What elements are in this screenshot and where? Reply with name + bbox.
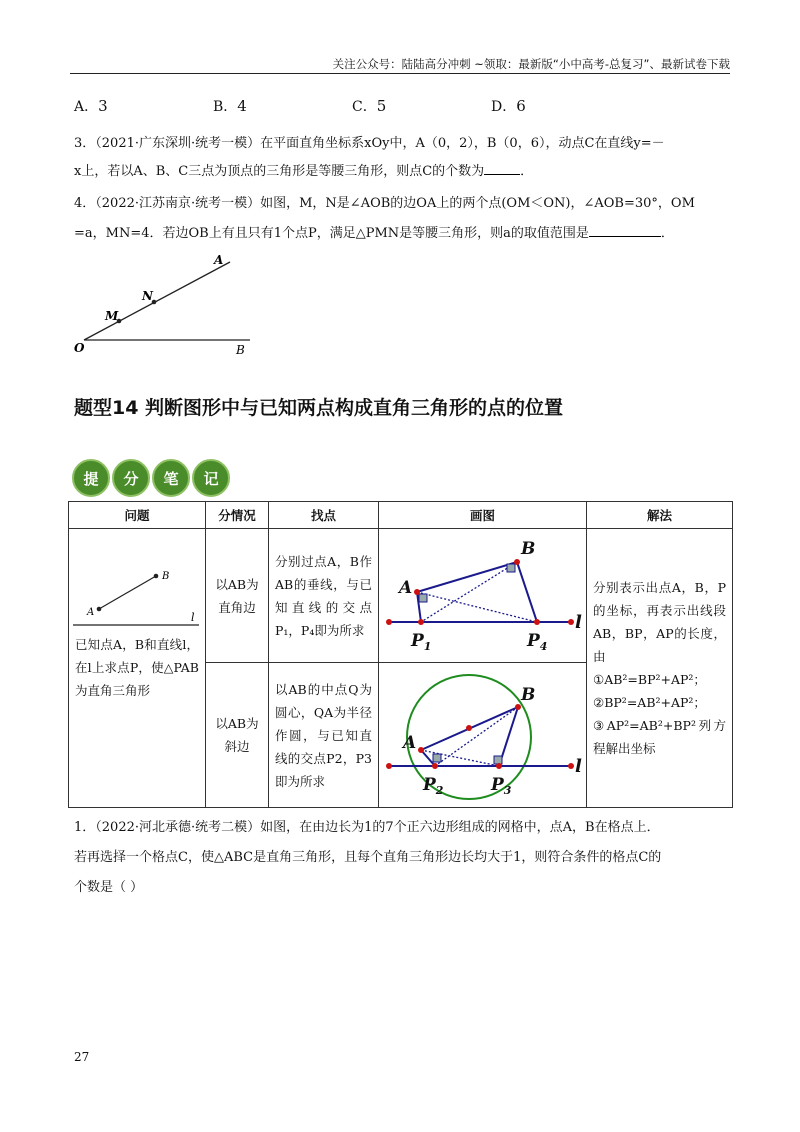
drawing-hypotenuse [379,664,587,807]
label-l: l [575,611,582,633]
point-a [97,607,102,612]
section-title: 题型14 判断图形中与已知两点构成直角三角形的点的位置 [74,397,564,419]
point-p4 [534,619,540,625]
header-case: 分情况 [206,502,269,529]
point-p1 [418,619,424,625]
problem-cell [69,529,206,808]
point-a [414,589,420,595]
point-b [154,574,159,579]
q3-line1: 3．（2021·广东深圳·统考一模）在平面直角坐标系xOy中，A（0，2），B（0，6），动点C在直线y=－ [74,136,665,151]
point-p2 [432,763,438,769]
draw1-cell [379,529,587,663]
q4-line2: =a，MN=4．若边OB上有且只有1个点P，满足△PMN是等腰三角形，则a的取值范围是 ． [74,226,674,241]
option-b: B．4 [213,97,247,115]
option-d: D．6 [491,97,526,115]
notes-table [68,501,733,808]
label-p2: $P_2$ [423,774,444,797]
label-b: B [236,343,245,357]
label-a: A [87,607,95,618]
right-angle-b [507,564,515,572]
find1-cell: 分别过点A，B作AB的垂线，与已知直线的交点P₁，P₄即为所求 [269,529,379,663]
label-p4: $P_4$ [527,630,548,653]
q3-line2: x上，若以A、B、C三点为顶点的三角形是等腰三角形，则点C的个数为 ． [74,164,534,179]
right-angle-a [419,594,427,602]
label-a: A [399,577,413,598]
q1-line1: 1．（2022·河北承德·统考二模）如图，在由边长为1的7个正六边形组成的网格中，点A，B在格点上． [74,820,660,835]
label-a: A [403,732,417,753]
solution-text: 分别表示出点A，B，P的坐标，再表示出线段AB，BP，AP的长度，由 ①AB²=BP²+AP²； ②BP²=AB²+AP²； ③AP²=AB²+BP²列方程解出坐标 [593,580,726,756]
label-b: B [521,684,536,705]
label-a: A [214,253,224,267]
label-l: l [191,611,195,624]
case1-cell: 以AB为直角边 [206,529,269,663]
tips-badge-row [72,459,230,497]
dashed-bp2 [435,707,518,766]
drawing-right-leg [379,530,587,662]
answer-blank [589,224,661,237]
point-q [466,725,472,731]
label-p1: $P_1$ [411,630,432,653]
right-angle-p3 [494,756,502,764]
solution-cell [587,529,733,808]
table-header-row [69,502,733,529]
label-p3: $P_3$ [491,774,512,797]
label-b: B [521,538,536,559]
label-b: B [162,571,170,582]
option-c: C．5 [352,97,387,115]
point-p3 [496,763,502,769]
badge-char: 提 [72,459,110,497]
header-find-point: 找点 [269,502,379,529]
problem-text: 已知点A，B和直线l，在l上求点P，使△PAB为直角三角形 [75,637,199,698]
find2-cell: 以AB的中点Q为圆心，QA为半径作圆，与已知直线的交点P2，P3即为所求 [269,663,379,808]
right-angle-p2 [433,754,441,762]
line-end [568,763,574,769]
header-rule [70,73,730,74]
dashed-ap4 [417,592,537,622]
header-problem: 问题 [69,502,206,529]
label-l: l [575,755,582,777]
point-b [514,559,520,565]
header-solution: 解法 [587,502,733,529]
line-end [386,619,392,625]
badge-char: 记 [192,459,230,497]
segment-ab [99,576,156,609]
option-a: A．3 [74,97,108,115]
q1-line2: 若再选择一个格点C，使△ABC是直角三角形，且每个直角三角形边长均大于1，则符合条件的格点C的 [74,850,662,865]
line-end [568,619,574,625]
answer-blank [484,162,520,175]
label-o: O [74,341,85,355]
q4-line1: 4．（2022·江苏南京·统考一模）如图，M，N是∠AOB的边OA上的两个点(OM＜ON)，∠AOB=30°，OM [74,196,695,211]
q1-line3: 个数是（ ） [74,880,144,895]
problem-figure [69,529,206,633]
page-header: 关注公众号：陆陆高分冲刺 ~领取：最新版“小中高考-总复习”、最新试卷下载 [332,57,730,71]
point-a [418,747,424,753]
label-n: N [142,289,153,303]
header-drawing: 画图 [379,502,587,529]
ray-oa [84,262,230,340]
label-m: M [105,309,119,323]
badge-char: 笔 [152,459,190,497]
page-number: 27 [74,1050,90,1064]
line-end [386,763,392,769]
table-row [69,529,733,663]
draw2-cell [379,663,587,808]
badge-char: 分 [112,459,150,497]
case2-cell: 以AB为斜边 [206,663,269,808]
angle-aob-figure [70,250,270,360]
